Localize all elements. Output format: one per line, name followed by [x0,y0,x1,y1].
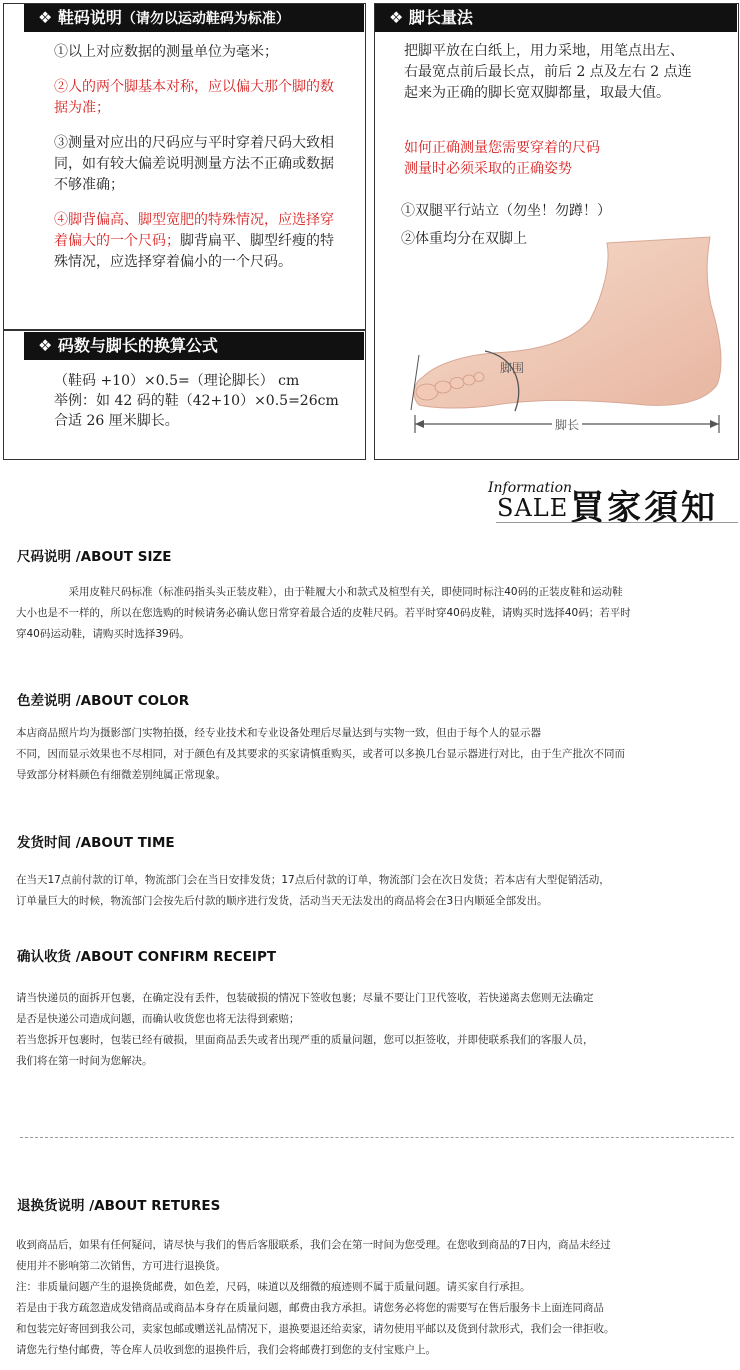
size-info-header-note: （请勿以运动鞋码为标准） [121,11,290,27]
section-receipt-line: 请当快递员的面拆开包裹，在确定没有丢件，包装破损的情况下签收包裹；尽量不要让门卫代签收，若快递离去您则无法确定 [16,992,594,1004]
foot-measure-header: ❖ 脚长量法 [375,4,737,32]
formula-line-2: 举例：如 42 码的鞋（42+10）×0.5=26cm [54,393,339,409]
section-size-title: 尺码说明 /ABOUT SIZE [17,549,172,565]
section-time-body [16,870,726,912]
banner-title: 買家須知 [570,488,718,528]
banner-information: Information [488,480,573,496]
section-returns-line: 若是由于我方疏忽造成发错商品或商品本身存在质量问题，邮费由我方承担。请您务必将您的需要写在售后服务卡上面连同商品 [16,1302,604,1314]
section-returns-line: 注：非质量问题产生的退换货邮费，如色差，尺码，味道以及细微的痕迹则不属于质量问题。请买家自行承担。 [16,1281,531,1293]
banner-sale: SALE [497,494,569,522]
size-item-4-red: ④脚背偏高、脚型宽肥的特殊情况，应选择穿着偏大的一个尺码； [54,212,334,249]
foot-measure-step-1: ①双腿平行站立（勿坐！勿蹲！） [401,203,611,219]
foot-length-label: 脚长 [552,416,582,433]
size-info-header-title: ❖ 鞋码说明 [38,8,122,27]
size-item-4-normal: 脚背扁平、脚型纤瘦的特殊情况，应选择穿着偏小的一个尺码。 [54,233,334,270]
size-info-header [24,4,364,32]
section-returns-line: 和包装完好寄回到我公司，卖家包邮或赠送礼品情况下，退换要退还给卖家，请勿使用平邮以及货到付款形式，我们会一律拒收。 [16,1323,615,1335]
size-item-2: ②人的两个脚基本对称，应以偏大那个脚的数据为准； [54,79,334,116]
formula-header: ❖ 码数与脚长的换算公式 [24,332,364,360]
section-returns-line: 收到商品后，如果有任何疑问，请尽快与我们的售后客服联系，我们会在第一时间为您受理。在您收到商品的7日内，商品未经过 [16,1239,611,1251]
formula-line-1: （鞋码 +10）×0.5=（理论脚长） cm [54,373,300,389]
foot-measure-red-1: 如何正确测量您需要穿着的尺码 [404,140,600,156]
section-receipt-line: 是否是快递公司造成问题，而确认收货您也将无法得到索赔； [16,1013,300,1025]
section-receipt-line: 我们将在第一时间为您解决。 [16,1055,153,1067]
section-size-line: 大小也是不一样的，所以在您选购的时候请务必确认您日常穿着最合适的皮鞋尺码。若平时穿40码皮鞋，请购买时选择40码；若平时 [16,607,631,619]
foot-measure-red-2: 测量时必须采取的正确姿势 [404,161,572,177]
section-receipt-line: 若当您拆开包裹时，包装已经有破损，里面商品丢失或者出现严重的质量问题，您可以拒签收，并即使联系我们的客服人员， [16,1034,594,1046]
size-item-1: ①以上对应数据的测量单位为毫米； [54,44,278,60]
foot-girth-label: 脚围 [500,361,525,375]
section-returns-line: 使用并不影响第二次销售，方可进行退换货。 [16,1260,226,1272]
section-returns-line: 请您先行垫付邮费，等仓库人员收到您的退换件后，我们会将邮费打到您的支付宝账户上。 [16,1344,436,1356]
section-time-line: 在当天17点前付款的订单，物流部门会在当日安排发货；17点后付款的订单，物流部门会在次日发货；若本店有大型促销活动， [16,874,610,886]
section-size-line: 采用皮鞋尺码标准（标准码指头头正装皮鞋），由于鞋履大小和款式及楦型有关，即使同时标注40码的正装皮鞋和运动鞋 [16,586,623,598]
size-item-4 [54,210,344,273]
section-color-line: 不同，因而显示效果也不尽相同，对于颜色有及其要求的买家请慎重购买，或者可以多换几台显示器进行对比，由于生产批次不同而 [16,748,625,760]
banner-underline [496,522,738,523]
section-color-body [16,723,726,786]
section-time-line: 订单量巨大的时候，物流部门会按先后付款的顺序进行发货，活动当天无法发出的商品将会在3日内顺延全部发出。 [16,895,548,907]
formula-line-3: 合适 26 厘米脚长。 [54,413,179,429]
section-receipt-title: 确认收货 /ABOUT CONFIRM RECEIPT [17,949,277,965]
foot-measure-intro: 把脚平放在白纸上，用力采地，用笔点出左、右最宽点前后最长点，前后 2 点及左右 2 点连起来为正确的脚长宽双脚都量，取最大值。 [404,43,692,101]
section-size-body [16,582,726,645]
section-time-title: 发货时间 /ABOUT TIME [17,835,175,851]
formula-text [54,371,354,431]
section-receipt-body [16,988,726,1072]
section-color-line: 本店商品照片均为摄影部门实物拍摄，经专业技术和专业设备处理后尽量达到与实物一致，但由于每个人的显示器 [16,727,541,739]
size-item-3: ③测量对应出的尺码应与平时穿着尺码大致相同，如有较大偏差说明测量方法不正确或数据不够准确； [54,135,334,193]
section-divider [20,1137,734,1138]
foot-measure-step-2: ②体重均分在双脚上 [401,231,527,247]
section-returns-title: 退换货说明 /ABOUT RETURES [17,1198,221,1214]
section-color-title: 色差说明 /ABOUT COLOR [17,693,190,709]
size-info-text [54,42,344,287]
section-color-line: 导致部分材料颜色有细微差别纯属正常现象。 [16,769,226,781]
section-size-line: 穿40码运动鞋，请购买时选择39码。 [16,628,190,640]
section-returns-body [16,1235,726,1361]
